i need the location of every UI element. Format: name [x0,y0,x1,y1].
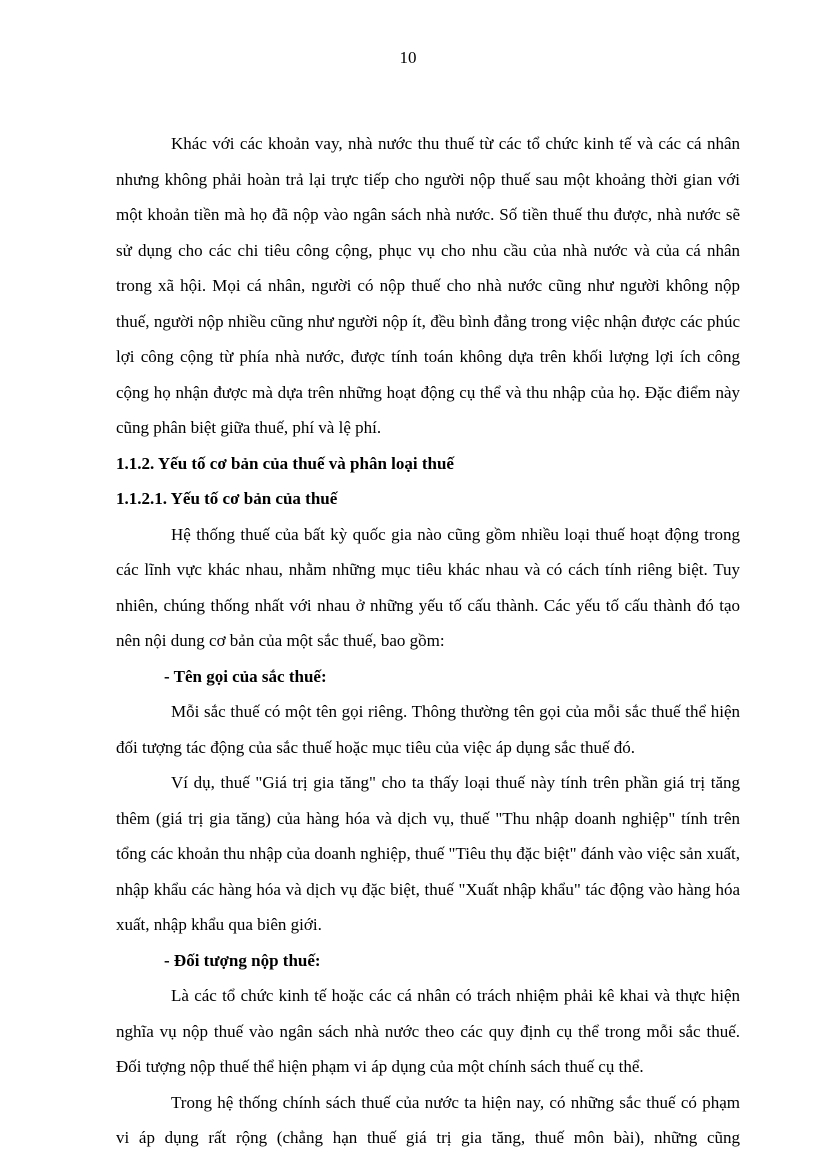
paragraph-taxpayer: Là các tổ chức kinh tế hoặc các cá nhân có trách nhiệm phải kê khai và thực hiện nghĩa vụ nộp thuế vào ngân sách nhà nước theo các quy định cụ thể trong mỗi sắc thuế. Đối tượng nộp thuế thể hiện phạm vi áp dụng của một chính sách thuế cụ thể. [116,986,740,1076]
paragraph-tax-scope: Trong hệ thống chính sách thuế của nước ta hiện nay, có những sắc thuế có phạm vi áp dụng rất rộng (chẳng hạn thuế giá trị gia tăng, thuế môn bài), những cũng [116,1092,740,1147]
paragraph-tax-vs-loans: Khác với các khoản vay, nhà nước thu thuế từ các tổ chức kinh tế và các cá nhân nhưng không phải hoàn trả lại trực tiếp cho người nộp thuế sau một khoảng thời gian với một khoản tiền mà họ đã nộp vào ngân sách nhà nước. Số tiền thuế thu được, nhà nước sẽ sử dụng cho các chi tiêu công cộng, phục vụ cho nhu cầu của nhà nước và của cá nhân trong xã hội. Mọi cá nhân, người có nộp thuế cho nhà nước cũng như người không nộp thuế, người nộp nhiều cũng như người nộp ít, đều bình đẳng trong việc nhận được các phúc lợi công cộng từ phía nhà nước, được tính toán không dựa trên khối lượng lợi ích công cộng họ nhận được mà dựa trên những hoạt động cụ thể và thu nhập của họ. Đặc điểm này cũng phân biệt giữa thuế, phí và lệ phí. [116,134,740,437]
page-number: 10 [399,48,417,67]
subheading-taxpayer: - Đối tượng nộp thuế: [164,950,321,970]
paragraph-tax-name: Mỗi sắc thuế có một tên gọi riêng. Thông thường tên gọi của mỗi sắc thuế thể hiện đối tượng tác động của sắc thuế hoặc mục tiêu của việc áp dụng sắc thuế đó. [116,702,740,757]
paragraph-tax-system: Hệ thống thuế của bất kỳ quốc gia nào cũng gồm nhiều loại thuế hoạt động trong các lĩnh vực khác nhau, nhằm những mục tiêu khác nhau và có cách tính riêng biệt. Tuy nhiên, chúng thống nhất với nhau ở những yếu tố cấu thành. Các yếu tố cấu thành đó tạo nên nội dung cơ bản của một sắc thuế, bao gồm: [116,524,740,650]
section-heading-1-1-2-1: 1.1.2.1. Yếu tố cơ bản của thuế [116,489,338,508]
subheading-tax-name: - Tên gọi của sắc thuế: [164,666,327,686]
paragraph-tax-examples: Ví dụ, thuế "Giá trị gia tăng" cho ta thấy loại thuế này tính trên phần giá trị tăng thêm (giá trị gia tăng) của hàng hóa và dịch vụ, thuế "Thu nhập doanh nghiệp" tính trên tổng các khoản thu nhập của doanh nghiệp, thuế "Tiêu thụ đặc biệt" đánh vào việc sản xuất, nhập khẩu các hàng hóa và dịch vụ đặc biệt, thuế "Xuất nhập khẩu" tác động vào hàng hóa xuất, nhập khẩu qua biên giới. [116,773,740,934]
section-heading-1-1-2: 1.1.2. Yếu tố cơ bản của thuế và phân loại thuế [116,453,454,473]
document-body [116,126,740,1156]
